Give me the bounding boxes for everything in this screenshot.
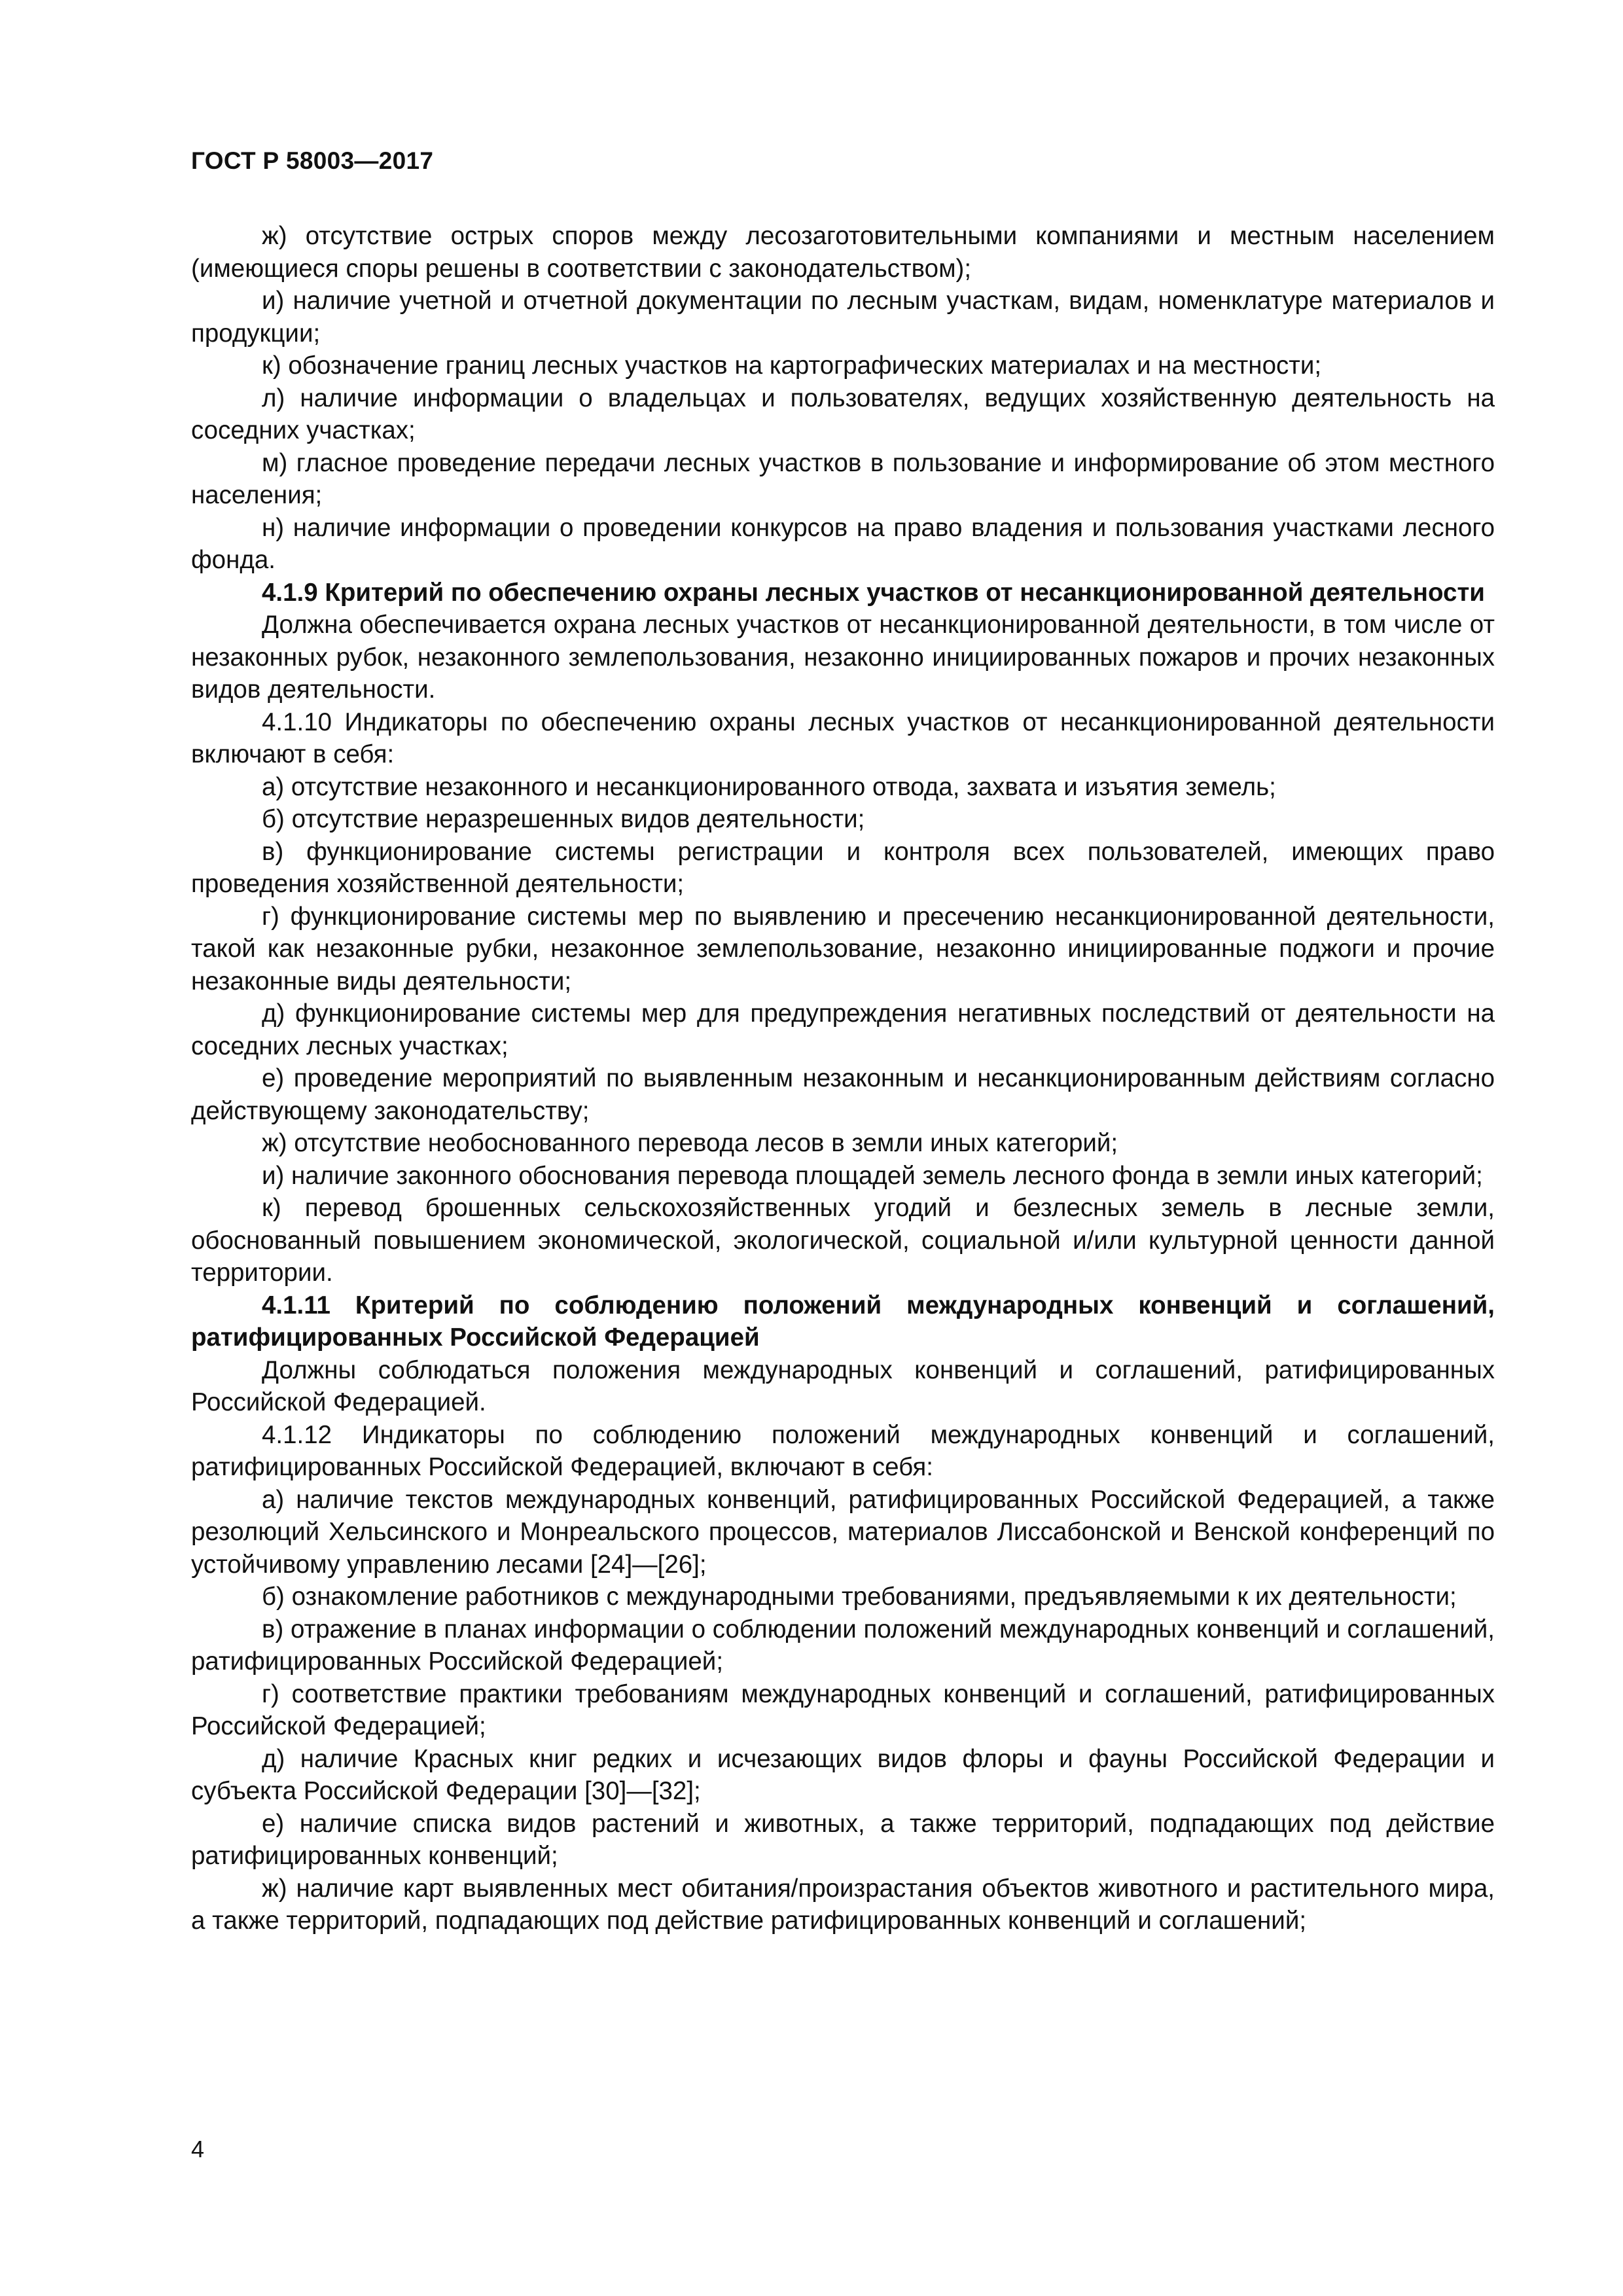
- list-item: а) наличие текстов международных конвенций, ратифицированных Российской Федерацией, а также резолюций Хельсинского и Монреальского процессов, материалов Лиссабонской и Венской конференций по устойчивому управлению лесами [24]—[26];: [191, 1485, 1495, 1579]
- list-item: а) отсутствие незаконного и несанкционированного отвода, захвата и изъятия земель;: [262, 772, 1276, 801]
- list-item: м) гласное проведение передачи лесных участков в пользование и информирование об этом местного населения;: [191, 448, 1495, 509]
- paragraph: Должны соблюдаться положения международных конвенций и соглашений, ратифицированных Российской Федерацией.: [191, 1355, 1495, 1416]
- list-item: и) наличие законного обоснования перевода площадей земель лесного фонда в земли иных категорий;: [262, 1161, 1483, 1190]
- list-item: е) наличие списка видов растений и животных, а также территорий, подпадающих под действие ратифицированных конвенций;: [191, 1809, 1495, 1870]
- list-item: и) наличие учетной и отчетной документации по лесным участкам, видам, номенклатуре материалов и продукции;: [191, 287, 1495, 348]
- list-item: б) отсутствие неразрешенных видов деятельности;: [262, 805, 865, 833]
- paragraph: 4.1.10 Индикаторы по обеспечению охраны лесных участков от несанкционированной деятельности включают в себя:: [191, 708, 1495, 768]
- section-heading: 4.1.11 Критерий по соблюдению положений международных конвенций и соглашений, ратифицированных Российской Федерацией: [191, 1291, 1495, 1352]
- list-item: е) проведение мероприятий по выявленным незаконным и несанкционированным действиям согласно действующему законодательству;: [191, 1064, 1495, 1125]
- list-item: л) наличие информации о владельцах и пользователях, ведущих хозяйственную деятельность на соседних участках;: [191, 384, 1495, 444]
- list-item: д) наличие Красных книг редких и исчезающих видов флоры и фауны Российской Федерации и субъекта Российской Федерации [30]—[32];: [191, 1744, 1495, 1805]
- list-item: б) ознакомление работников с международными требованиями, предъявляемыми к их деятельности;: [262, 1583, 1457, 1611]
- list-item: к) обозначение границ лесных участков на картографических материалах и на местности;: [262, 351, 1322, 380]
- list-item: г) функционирование системы мер по выявлению и пресечению несанкционированной деятельности, такой как незаконные рубки, незаконное землепользование, незаконно инициированные поджоги и прочие незаконные виды деятельности;: [191, 902, 1495, 996]
- list-item: ж) наличие карт выявленных мест обитания/произрастания объектов животного и растительного мира, а также территорий, подпадающих под действие ратифицированных конвенций и соглашений;: [191, 1874, 1495, 1935]
- list-item: к) перевод брошенных сельскохозяйственных угодий и безлесных земель в лесные земли, обоснованный повышением экономической, экологической, социальной и/или культурной ценности данной территории.: [191, 1194, 1495, 1287]
- list-item: д) функционирование системы мер для предупреждения негативных последствий от деятельности на соседних лесных участках;: [191, 999, 1495, 1060]
- list-item: в) отражение в планах информации о соблюдении положений международных конвенций и соглашений, ратифицированных Российской Федерацией;: [191, 1615, 1495, 1676]
- list-item: ж) отсутствие острых споров между лесозаготовительными компаниями и местным населением (имеющиеся споры решены в соответствии с законодательством);: [191, 222, 1495, 283]
- list-item: в) функционирование системы регистрации и контроля всех пользователей, имеющих право проведения хозяйственной деятельности;: [191, 837, 1495, 898]
- paragraph: Должна обеспечивается охрана лесных участков от несанкционированной деятельности, в том числе от незаконных рубок, незаконного землепользования, незаконно инициированных пожаров и прочих незаконных видов деятельности.: [191, 611, 1495, 704]
- section-heading: 4.1.9 Критерий по обеспечению охраны лесных участков от несанкционированной деятельности: [262, 578, 1485, 607]
- document-header: ГОСТ Р 58003—2017: [191, 147, 434, 174]
- list-item: н) наличие информации о проведении конкурсов на право владения и пользования участками лесного фонда.: [191, 513, 1495, 574]
- page-number: 4: [191, 2136, 205, 2162]
- list-item: г) соответствие практики требованиям международных конвенций и соглашений, ратифицированных Российской Федерацией;: [191, 1679, 1495, 1740]
- paragraph: 4.1.12 Индикаторы по соблюдению положений международных конвенций и соглашений, ратифицированных Российской Федерацией, включают в себя:: [191, 1420, 1495, 1481]
- list-item: ж) отсутствие необоснованного перевода лесов в земли иных категорий;: [262, 1129, 1118, 1157]
- document-body: [191, 220, 1495, 1937]
